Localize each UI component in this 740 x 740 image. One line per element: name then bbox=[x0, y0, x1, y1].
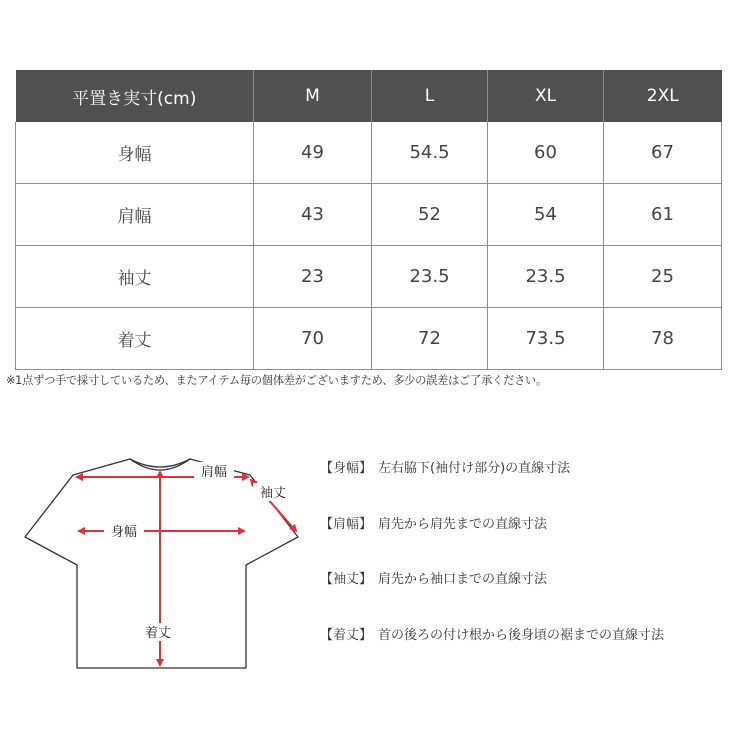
legend-item-sleeve bbox=[320, 568, 547, 587]
body-width-label: 身幅 bbox=[110, 525, 138, 540]
legend-text: 首の後ろの付け根から後身頃の裾までの直線寸法 bbox=[378, 628, 665, 643]
legend-item-shoulder bbox=[320, 513, 547, 532]
header-size-xl: XL bbox=[488, 70, 604, 122]
legend-text: 左右脇下(袖付け部分)の直線寸法 bbox=[378, 461, 571, 476]
header-size-m: M bbox=[254, 70, 372, 122]
measurement-note: ※1点ずつ手で採寸しているため、またアイテム毎の個体差がございますため、多少の誤差はご了承ください。 bbox=[6, 374, 548, 387]
table-header-row bbox=[16, 70, 722, 122]
legend-tag: 【肩幅】 bbox=[320, 517, 373, 532]
table-row bbox=[16, 122, 722, 184]
legend-tag: 【身幅】 bbox=[320, 461, 373, 476]
legend-item-length bbox=[320, 624, 664, 643]
table-cell: 72 bbox=[372, 308, 488, 370]
legend-tag: 【着丈】 bbox=[320, 628, 373, 643]
table-cell: 25 bbox=[604, 246, 722, 308]
table-cell: 54 bbox=[488, 184, 604, 246]
table-cell: 23.5 bbox=[488, 246, 604, 308]
collar-curve bbox=[130, 459, 190, 470]
table-cell: 23.5 bbox=[372, 246, 488, 308]
header-size-l: L bbox=[372, 70, 488, 122]
row-label: 着丈 bbox=[16, 308, 254, 370]
legend-text: 肩先から袖口までの直線寸法 bbox=[378, 572, 548, 587]
table-cell: 52 bbox=[372, 184, 488, 246]
table-cell: 61 bbox=[604, 184, 722, 246]
table-cell: 43 bbox=[254, 184, 372, 246]
table-cell: 70 bbox=[254, 308, 372, 370]
table-cell: 49 bbox=[254, 122, 372, 184]
table-cell: 54.5 bbox=[372, 122, 488, 184]
size-table bbox=[15, 70, 722, 370]
table-row bbox=[16, 184, 722, 246]
row-label: 袖丈 bbox=[16, 246, 254, 308]
legend-item-body-width bbox=[320, 457, 570, 476]
table-cell: 78 bbox=[604, 308, 722, 370]
tshirt-diagram bbox=[20, 445, 320, 685]
table-cell: 73.5 bbox=[488, 308, 604, 370]
table-row bbox=[16, 308, 722, 370]
table-cell: 60 bbox=[488, 122, 604, 184]
shoulder-label: 肩幅 bbox=[200, 465, 228, 480]
table-cell: 23 bbox=[254, 246, 372, 308]
header-label-cell: 平置き実寸(cm) bbox=[16, 70, 254, 122]
table-row bbox=[16, 246, 722, 308]
legend-tag: 【袖丈】 bbox=[320, 572, 373, 587]
header-size-2xl: 2XL bbox=[604, 70, 722, 122]
legend-text: 肩先から肩先までの直線寸法 bbox=[378, 517, 548, 532]
table-cell: 67 bbox=[604, 122, 722, 184]
row-label: 身幅 bbox=[16, 122, 254, 184]
row-label: 肩幅 bbox=[16, 184, 254, 246]
length-label: 着丈 bbox=[144, 626, 172, 641]
sleeve-label: 袖丈 bbox=[259, 486, 287, 501]
